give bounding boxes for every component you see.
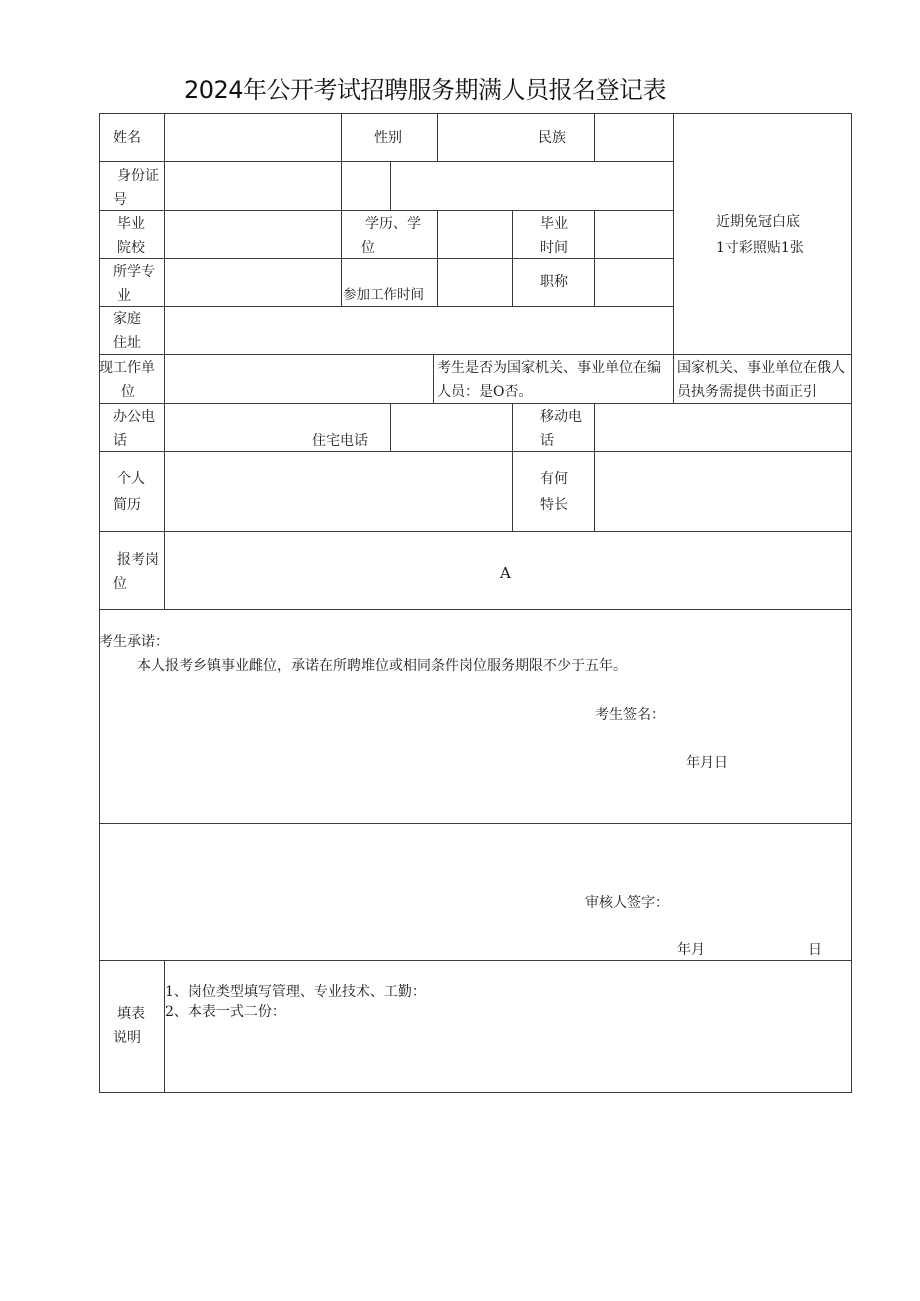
home-phone-label: 住宅电话 — [312, 433, 368, 449]
address-input[interactable] — [165, 307, 673, 354]
notes-label-line2: 说明 — [113, 1030, 141, 1046]
staff-proof-note: 国家机关、事业单位在俄人员执务需提供书面正引 — [677, 360, 845, 400]
degree-input[interactable] — [438, 211, 511, 258]
photo-instruction-line2: 1寸彩照贴1张 — [716, 240, 804, 256]
position-label-line2: 位 — [113, 576, 127, 592]
notes-item: 1、岗位类型填写管理、专业技术、工勤： — [165, 984, 426, 1000]
mobile-label-line1: 移动电 — [540, 409, 582, 425]
workplace-label-line1: 现工作单 — [99, 360, 155, 376]
id-number-input-part1[interactable] — [165, 162, 340, 210]
reviewer-signature-field[interactable] — [670, 888, 845, 918]
workplace-label-line2: 位 — [121, 384, 135, 400]
page-title: 2024年公开考试招聘服务期满人员报名登记表 — [183, 76, 667, 104]
major-label-line2: 业 — [117, 288, 131, 304]
work-start-label: 参加工作时间 — [343, 287, 424, 303]
grad-time-label-line1: 毕业 — [540, 216, 568, 232]
name-label: 姓名 — [113, 130, 141, 146]
title-rank-label: 职称 — [540, 274, 568, 290]
mobile-label-line2: 话 — [540, 433, 554, 449]
position-value: A — [500, 564, 511, 582]
review-date-year-month: 年月 — [677, 942, 705, 958]
home-phone-input[interactable] — [391, 404, 511, 451]
photo-instruction-line1: 近期免冠白底 — [716, 214, 800, 230]
office-phone-label-line1: 办公电 — [113, 409, 155, 425]
id-number-input-part2[interactable] — [342, 162, 389, 210]
ethnicity-input[interactable] — [595, 114, 673, 161]
staff-status-question: 考生是否为国家机关、事业单位在编人员：是O否。 — [437, 360, 661, 400]
notes-label-line1: 填表 — [117, 1006, 145, 1022]
grad-time-input[interactable] — [595, 211, 673, 258]
gender-label: 性别 — [374, 130, 402, 146]
grad-time-label-line2: 时间 — [540, 240, 568, 256]
gender-input[interactable] — [438, 114, 528, 161]
ethnicity-label: 民族 — [538, 130, 566, 146]
resume-input[interactable] — [165, 452, 511, 531]
pledge-heading: 考生承诺： — [99, 634, 169, 650]
resume-label-line1: 个人 — [117, 471, 145, 487]
reviewer-signature-label: 审核人签字： — [585, 895, 669, 911]
address-label-line2: 住址 — [113, 335, 141, 351]
title-rank-input[interactable] — [595, 259, 673, 306]
office-phone-label-line2: 话 — [113, 433, 127, 449]
address-label-line1: 家庭 — [113, 311, 141, 327]
office-phone-input[interactable] — [165, 404, 305, 451]
school-input[interactable] — [165, 211, 340, 258]
workplace-input[interactable] — [165, 355, 432, 403]
degree-label-line2: 位 — [361, 240, 375, 256]
name-input[interactable] — [165, 114, 340, 161]
candidate-signature-field[interactable] — [665, 700, 845, 730]
position-label-line1: 报考岗 — [117, 552, 159, 568]
mobile-input[interactable] — [595, 404, 851, 451]
id-number-label-line2: 号 — [113, 192, 127, 208]
review-date-day: 日 — [808, 942, 822, 958]
notes-item: 2、本表一式二份： — [165, 1004, 286, 1020]
photo-area[interactable] — [674, 114, 851, 354]
school-label-line2: 院校 — [117, 240, 145, 256]
id-number-input-part3[interactable] — [391, 162, 673, 210]
school-label-line1: 毕业 — [117, 216, 145, 232]
specialty-input[interactable] — [595, 452, 851, 531]
resume-label-line2: 简历 — [113, 497, 141, 513]
major-input[interactable] — [165, 259, 340, 306]
specialty-label-line1: 有何 — [540, 471, 568, 487]
candidate-sign-date: 年月日 — [686, 755, 728, 771]
candidate-signature-label: 考生签名： — [595, 707, 665, 723]
specialty-label-line2: 特长 — [540, 497, 568, 513]
id-number-label-line1: 身份证 — [117, 168, 159, 184]
degree-label-line1: 学历、学 — [365, 216, 421, 232]
pledge-body: 本人报考乡镇事业雌位，承诺在所聘堆位或相同条件岗位服务期限不少于五年。 — [137, 658, 627, 674]
work-start-input[interactable] — [438, 259, 511, 306]
major-label-line1: 所学专 — [113, 264, 155, 280]
